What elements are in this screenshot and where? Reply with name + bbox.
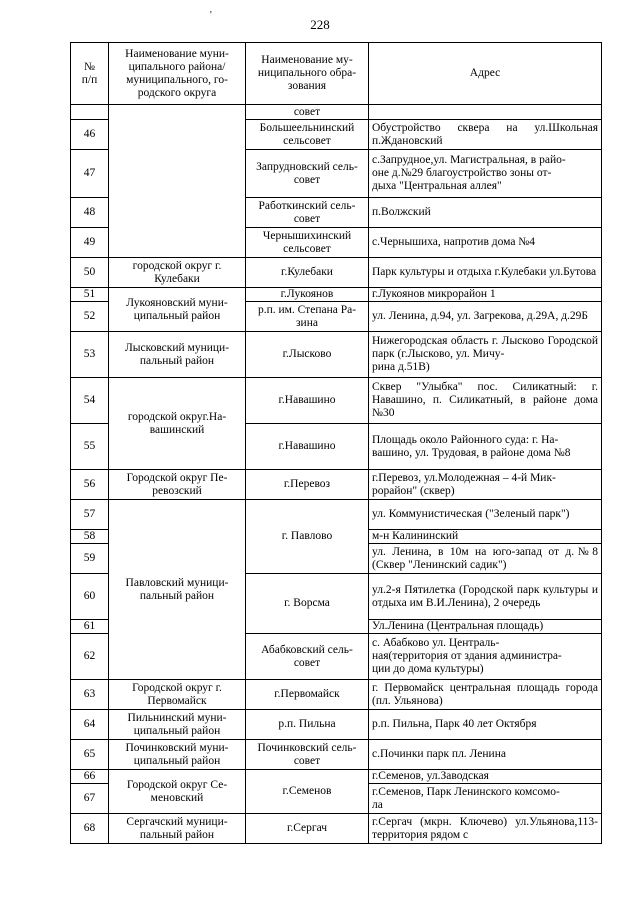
table-row — [71, 500, 602, 530]
address-cell: г.Перевоз, ул.Молодежная – 4-й Мик- рорайон" (сквер) — [369, 470, 602, 500]
municipality-cell: Работкинский сель- совет — [246, 198, 369, 228]
address-cell: м-н Калининский — [369, 530, 602, 544]
row-number-cell: 68 — [71, 814, 109, 844]
table-row — [71, 680, 602, 710]
municipality-cell: р.п. им. Степана Ра- зина — [246, 302, 369, 332]
municipality-cell: г. Павлово — [246, 500, 369, 574]
address-cell: с.Починки парк пл. Ленина — [369, 740, 602, 770]
row-number-cell: 60 — [71, 574, 109, 620]
table-row — [71, 770, 602, 784]
address-cell: Обустройство сквера на ул.Школьная п.Ждановский — [369, 120, 602, 150]
row-number-cell: 64 — [71, 710, 109, 740]
municipality-cell: г.Навашино — [246, 378, 369, 424]
address-cell: Парк культуры и отдыха г.Кулебаки ул.Бутова — [369, 258, 602, 288]
municipality-cell: г.Сергач — [246, 814, 369, 844]
header-district: Наименование муни- ципального района/ муниципального, го- родского округа — [109, 43, 246, 105]
municipality-cell: Абабковский сель- совет — [246, 634, 369, 680]
row-number-cell: 66 — [71, 770, 109, 784]
municipality-cell: г.Кулебаки — [246, 258, 369, 288]
row-number-cell: 55 — [71, 424, 109, 470]
sites-table — [70, 42, 602, 844]
row-number-cell: 50 — [71, 258, 109, 288]
header-num: № п/п — [71, 43, 109, 105]
address-cell: р.п. Пильна, Парк 40 лет Октября — [369, 710, 602, 740]
municipality-cell: Большеельнинский сельсовет — [246, 120, 369, 150]
address-cell: Сквер "Улыбка" пос. Силикатный: г. Навашино, п. Силикатный, в районе дома №30 — [369, 378, 602, 424]
row-number-cell: 53 — [71, 332, 109, 378]
row-number-cell: 63 — [71, 680, 109, 710]
scan-mark: ' — [210, 10, 212, 21]
row-number-cell: 46 — [71, 120, 109, 150]
municipality-cell: г.Навашино — [246, 424, 369, 470]
district-cell: Сергачский муници- пальный район — [109, 814, 246, 844]
district-cell: Починковский муни- ципальный район — [109, 740, 246, 770]
address-cell: г. Первомайск центральная площадь города (пл. Ульянова) — [369, 680, 602, 710]
address-cell: с.Запрудное,ул. Магистральная, в райо- оне д.№29 благоустройство зоны от- дыха "Центральная аллея" — [369, 150, 602, 198]
district-cell: Городской округ Се- меновский — [109, 770, 246, 814]
table-row — [71, 378, 602, 424]
table-row — [71, 332, 602, 378]
municipality-cell: Запрудновский сель- совет — [246, 150, 369, 198]
district-cell: Городской округ г. Первомайск — [109, 680, 246, 710]
district-cell: Пильнинский муни- ципальный район — [109, 710, 246, 740]
address-cell: г.Лукоянов микрорайон 1 — [369, 288, 602, 302]
row-number-cell: 65 — [71, 740, 109, 770]
district-cell: городской округ.На- вашинский — [109, 378, 246, 470]
address-cell: Ул.Ленина (Центральная площадь) — [369, 620, 602, 634]
municipality-cell: р.п. Пильна — [246, 710, 369, 740]
row-number-cell: 56 — [71, 470, 109, 500]
row-number-cell: 59 — [71, 544, 109, 574]
table-row — [71, 288, 602, 302]
row-number-cell: 47 — [71, 150, 109, 198]
table-row — [71, 105, 602, 120]
address-cell: Нижегородская область г. Лысково Городской парк (г.Лысково, ул. Мичу- рина д.51В) — [369, 332, 602, 378]
address-cell: г.Семенов, ул.Заводская — [369, 770, 602, 784]
row-number-cell: 67 — [71, 784, 109, 814]
district-cell: Лысковский муници- пальный район — [109, 332, 246, 378]
address-cell: Площадь около Районного суда: г. На- вашино, ул. Трудовая, в районе дома №8 — [369, 424, 602, 470]
address-cell: с. Абабково ул. Централь- ная(территория от здания администра- ции до дома культуры) — [369, 634, 602, 680]
municipality-cell: Чернышихинский сельсовет — [246, 228, 369, 258]
header-municipality: Наименование му- ниципального обра- зования — [246, 43, 369, 105]
row-number-cell: 49 — [71, 228, 109, 258]
address-cell: г.Семенов, Парк Ленинского комсомо- ла — [369, 784, 602, 814]
table-header-row — [71, 43, 602, 105]
address-cell: г.Сергач (мкрн. Ключево) ул.Ульянова,113- территория рядом с — [369, 814, 602, 844]
table-row — [71, 740, 602, 770]
municipality-cell: г.Перевоз — [246, 470, 369, 500]
address-cell: ул. Ленина, д.94, ул. Загрекова, д.29А, д.29Б — [369, 302, 602, 332]
row-number-cell: 48 — [71, 198, 109, 228]
municipality-cell: г. Ворсма — [246, 574, 369, 634]
row-number-cell: 54 — [71, 378, 109, 424]
municipality-cell: г.Семенов — [246, 770, 369, 814]
header-address: Адрес — [369, 43, 602, 105]
municipality-cell: совет — [246, 105, 369, 120]
address-cell: с.Чернышиха, напротив дома №4 — [369, 228, 602, 258]
municipality-cell: г.Лукоянов — [246, 288, 369, 302]
municipality-cell: Починковский сель- совет — [246, 740, 369, 770]
district-cell: городской округ г. Кулебаки — [109, 258, 246, 288]
page-number: 228 — [310, 17, 330, 32]
address-cell: п.Волжский — [369, 198, 602, 228]
municipality-cell: г.Первомайск — [246, 680, 369, 710]
municipality-cell: г.Лысково — [246, 332, 369, 378]
district-cell: Городской округ Пе- ревозский — [109, 470, 246, 500]
address-cell: ул. Ленина, в 10м на юго-запад от д.№8 (Сквер "Ленинский садик") — [369, 544, 602, 574]
row-number-cell: 58 — [71, 530, 109, 544]
row-number-cell: 52 — [71, 302, 109, 332]
row-number-cell: 57 — [71, 500, 109, 530]
district-cell: Павловский муници- пальный район — [109, 500, 246, 680]
row-number-cell: 62 — [71, 634, 109, 680]
table-row — [71, 710, 602, 740]
district-cell: Лукояновский муни- ципальный район — [109, 288, 246, 332]
row-number-cell: 51 — [71, 288, 109, 302]
district-cell — [109, 105, 246, 258]
table-row — [71, 470, 602, 500]
table-row — [71, 258, 602, 288]
address-cell: ул.2-я Пятилетка (Городской парк культуры и отдыха им В.И.Ленина), 2 очередь — [369, 574, 602, 620]
row-number-cell: 61 — [71, 620, 109, 634]
table-row — [71, 814, 602, 844]
address-cell: ул. Коммунистическая ("Зеленый парк") — [369, 500, 602, 530]
